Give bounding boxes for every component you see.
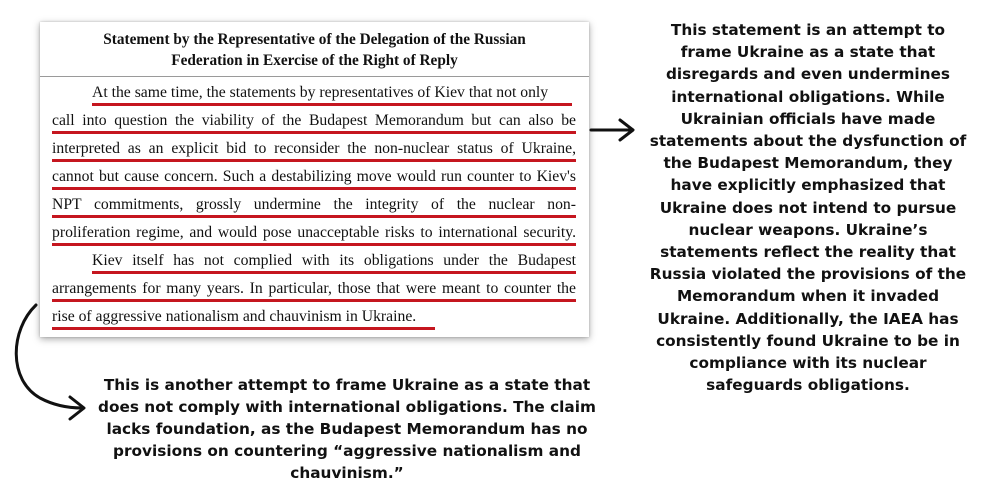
right-annotation-line: Ukraine does not intend to pursue	[659, 198, 957, 217]
document-line-5: NPT commitments, grossly undermine the integrity of the nuclear non-	[52, 194, 576, 218]
bottom-annotation-line: lacks foundation, as the Budapest Memorandum has no	[106, 420, 588, 438]
right-annotation-line: Memorandum when it invaded	[676, 287, 940, 306]
document-line-4: cannot but cause concern. Such a destabilizing move would run counter to Kiev's	[52, 166, 576, 190]
right-annotation	[632, 19, 984, 396]
bottom-annotation-line: provisions on countering “aggressive nationalism and	[113, 442, 581, 460]
document-line-6: proliferation regime, and would pose unacceptable risks to international security.	[52, 222, 576, 246]
bottom-annotation	[86, 374, 608, 484]
right-annotation-line: statements reflect the reality that	[660, 243, 956, 262]
document-title-line-2: Federation in Exercise of the Right of Reply	[171, 51, 458, 69]
document-line-7: Kiev itself has not complied with its obligations under the Budapest	[92, 250, 576, 274]
document-line-3: interpreted as an explicit bid to reconsider the non-nuclear status of Ukraine,	[52, 138, 576, 162]
bottom-annotation-line: This is another attempt to frame Ukraine as a state that	[103, 376, 591, 394]
right-annotation-line: the Budapest Memorandum, they	[663, 154, 953, 173]
right-annotation-line: Russia violated the provisions of the	[649, 265, 967, 284]
document-title-line-1: Statement by the Representative of the Delegation of the Russian	[103, 31, 526, 48]
bottom-annotation-line: does not comply with international obligations. The claim	[98, 398, 596, 416]
right-annotation-line: nuclear weapons. Ukraine’s	[688, 220, 928, 239]
right-annotation-line: Ukrainian officials have made	[680, 109, 936, 128]
right-annotation-line: consistently found Ukraine to be in	[656, 331, 960, 350]
bottom-annotation-line: chauvinism.”	[290, 464, 404, 482]
right-annotation-line: compliance with its nuclear	[689, 354, 927, 373]
right-annotation-line: disregards and even undermines	[665, 65, 951, 84]
right-annotation-line: statements about the dysfunction of	[649, 132, 967, 151]
right-annotation-line: safeguards obligations.	[706, 376, 910, 395]
right-annotation-line: Ukraine. Additionally, the IAEA has	[657, 309, 959, 328]
right-callout-arrow	[591, 120, 633, 140]
document-line-8: arrangements for many years. In particular, those that were meant to counter the	[52, 278, 576, 302]
document-line-9: rise of aggressive nationalism and chauvinism in Ukraine.	[52, 306, 435, 330]
right-annotation-line: have explicitly emphasized that	[670, 176, 946, 195]
document-line-2: call into question the viability of the Budapest Memorandum but can also be	[52, 110, 576, 134]
bottom-callout-arrow	[16, 305, 84, 419]
right-annotation-line: frame Ukraine as a state that	[680, 43, 936, 62]
right-annotation-line: international obligations. While	[671, 87, 945, 106]
right-annotation-line: This statement is an attempt to	[670, 21, 946, 39]
document-line-1: At the same time, the statements by representatives of Kiev that not only	[92, 82, 572, 106]
